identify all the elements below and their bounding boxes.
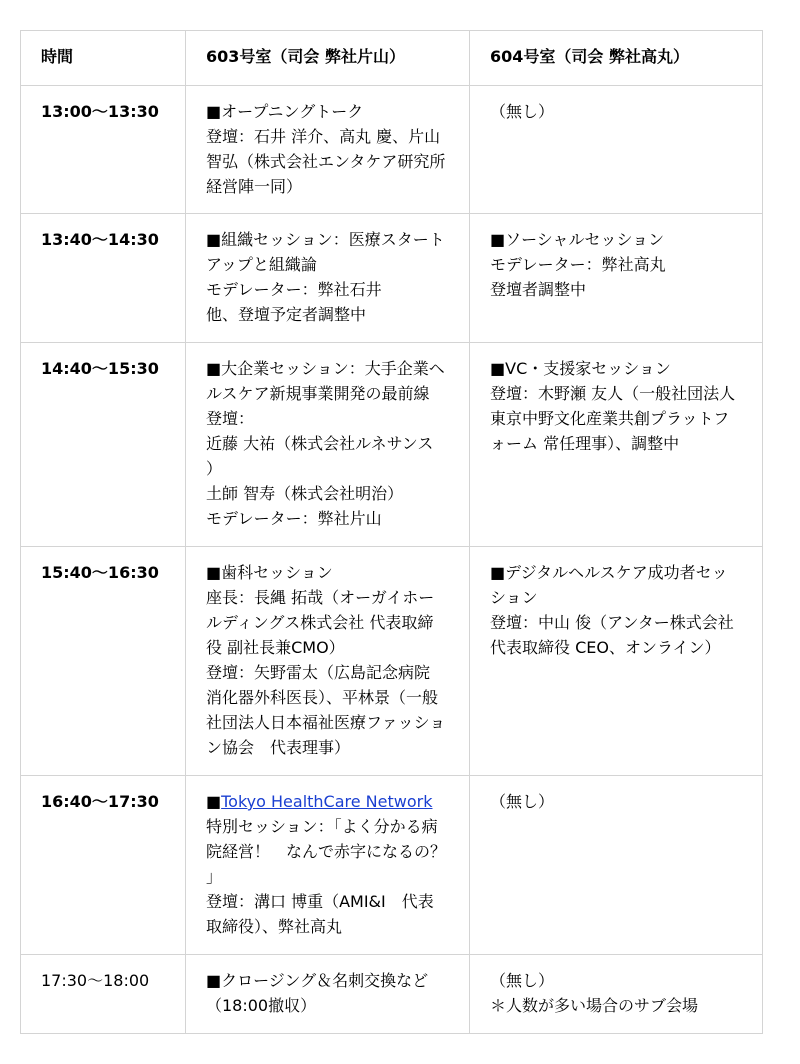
schedule-table xyxy=(20,30,763,1034)
room-603-session xyxy=(186,547,470,776)
header-time-label: 時間 xyxy=(41,47,74,66)
session-line: ルスケア新規事業開発の最前線 xyxy=(206,384,430,403)
room-604-session xyxy=(470,776,763,955)
session-line: 近藤 大祐（株式会社ルネサンス xyxy=(206,434,434,453)
session-line: 土師 智寿（株式会社明治） xyxy=(206,484,404,503)
session-line: 登壇： xyxy=(206,409,255,428)
session-line: モデレーター：弊社石井 xyxy=(206,280,382,299)
time-slot xyxy=(21,214,186,343)
session-line: 他、登壇予定者調整中 xyxy=(206,305,367,324)
header-time xyxy=(21,31,186,86)
square-bullet: ■ xyxy=(206,792,222,811)
schedule-row xyxy=(21,86,763,214)
session-line: 登壇：中山 俊（アンター株式会社 xyxy=(490,613,734,632)
session-line: ■組織セッション：医療スタート xyxy=(206,230,445,249)
session-line: 」 xyxy=(206,867,223,886)
session-line: ルディングス株式会社 代表取締 xyxy=(206,613,434,632)
session-line: 登壇：石井 洋介、高丸 慶、片山 xyxy=(206,127,441,146)
time-slot xyxy=(21,86,186,214)
schedule-row xyxy=(21,214,763,343)
session-line: ＊人数が多い場合のサブ会場 xyxy=(490,996,699,1015)
session-line: （無し） xyxy=(490,792,555,811)
session-line: 取締役）、弊社高丸 xyxy=(206,917,343,936)
session-line: ■ソーシャルセッション xyxy=(490,230,665,249)
schedule-row xyxy=(21,547,763,776)
tokyo-healthcare-network-link[interactable]: Tokyo HealthCare Network xyxy=(221,792,433,811)
session-line: ■大企業セッション：大手企業ヘ xyxy=(206,359,445,378)
session-line: （無し） xyxy=(490,971,555,990)
time-slot-text: 15:40〜16:30 xyxy=(41,563,159,582)
session-line: 院経営！ なんで赤字になるの？ xyxy=(206,842,447,861)
schedule-row xyxy=(21,343,763,547)
session-line: （無し） xyxy=(490,102,555,121)
session-line: 登壇：木野瀬 友人（一般社団法人 xyxy=(490,384,736,403)
header-room-604-label: 604号室（司会 弊社高丸） xyxy=(490,47,689,66)
time-slot xyxy=(21,955,186,1034)
room-603-session xyxy=(186,214,470,343)
session-line: ■VC・支援家セッション xyxy=(490,359,671,378)
session-line: ォーム 常任理事）、調整中 xyxy=(490,434,680,453)
session-line: アップと組織論 xyxy=(206,255,317,274)
time-slot-text: 13:40〜14:30 xyxy=(41,230,159,249)
session-line: モデレーター：弊社片山 xyxy=(206,509,382,528)
session-line: ■クロージング＆名刺交換など xyxy=(206,971,429,990)
session-line: 役 副社長兼CMO） xyxy=(206,638,345,657)
session-line: 経営陣一同） xyxy=(206,177,303,196)
session-line: 登壇：矢野雷太（広島記念病院 xyxy=(206,663,431,682)
header-room-604 xyxy=(470,31,763,86)
room-603-session xyxy=(186,86,470,214)
session-line: 智弘（株式会社エンタケア研究所 xyxy=(206,152,446,171)
room-603-session xyxy=(186,343,470,547)
session-line: ■デジタルヘルスケア成功者セッ xyxy=(490,563,728,582)
session-line xyxy=(206,789,449,814)
session-line: （18:00撤収） xyxy=(206,996,317,1015)
room-604-session xyxy=(470,955,763,1034)
room-604-session xyxy=(470,86,763,214)
session-line: 代表取締役 CEO、オンライン） xyxy=(490,638,721,657)
header-room-603-label: 603号室（司会 弊社片山） xyxy=(206,47,405,66)
time-slot-text: 16:40〜17:30 xyxy=(41,792,159,811)
session-line: ） xyxy=(206,459,223,478)
session-line: ン協会 代表理事） xyxy=(206,738,351,757)
session-line: ■オープニングトーク xyxy=(206,102,364,121)
session-line: 消化器外科医長）、平林景（一般 xyxy=(206,688,439,707)
schedule-row xyxy=(21,776,763,955)
session-line: 登壇：溝口 博重（AMI&I 代表 xyxy=(206,892,434,911)
session-line: 座長：長縄 拓哉（オーガイホー xyxy=(206,588,435,607)
room-603-session xyxy=(186,776,470,955)
room-604-session xyxy=(470,547,763,776)
session-line: 社団法人日本福祉医療ファッショ xyxy=(206,713,446,732)
time-slot-text: 17:30〜18:00 xyxy=(41,971,150,990)
time-slot-text: 14:40〜15:30 xyxy=(41,359,159,378)
time-slot xyxy=(21,343,186,547)
room-604-session xyxy=(470,343,763,547)
session-line: 東京中野文化産業共創プラットフ xyxy=(490,409,730,428)
time-slot xyxy=(21,547,186,776)
room-603-session xyxy=(186,955,470,1034)
schedule-row xyxy=(21,955,763,1034)
session-line: モデレーター：弊社高丸 xyxy=(490,255,666,274)
header-room-603 xyxy=(186,31,470,86)
session-line: ■歯科セッション xyxy=(206,563,333,582)
time-slot-text: 13:00〜13:30 xyxy=(41,102,159,121)
header-row xyxy=(21,31,763,86)
session-line: ション xyxy=(490,588,538,607)
session-line: 特別セッション：「よく分かる病 xyxy=(206,817,438,836)
room-604-session xyxy=(470,214,763,343)
time-slot xyxy=(21,776,186,955)
session-line: 登壇者調整中 xyxy=(490,280,587,299)
